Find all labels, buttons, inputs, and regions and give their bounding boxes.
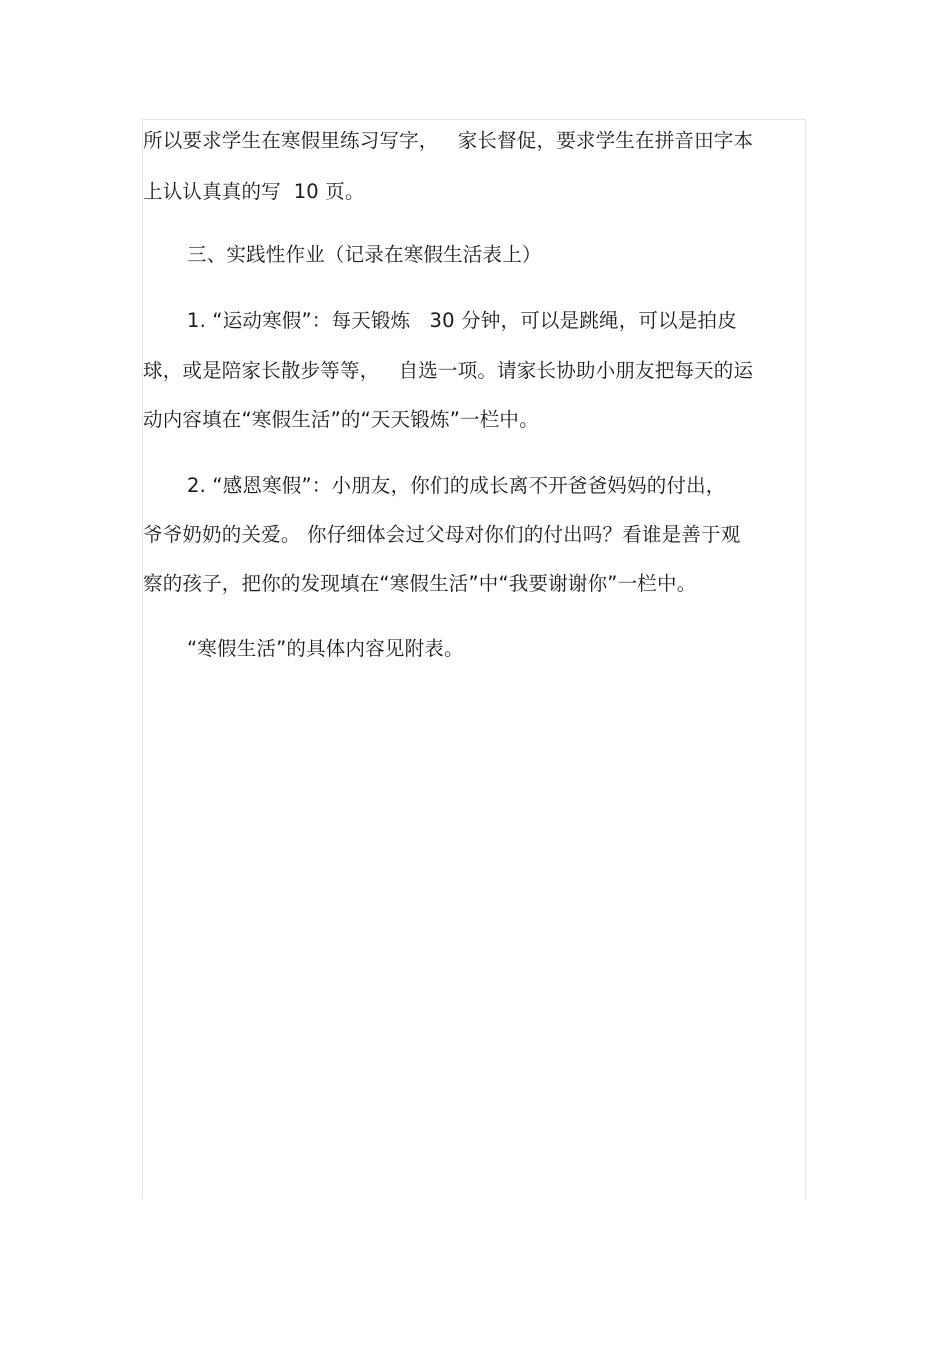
item-1-line-1: 1. “运动寒假”：每天锻炼 30 分钟，可以是跳绳，可以是拍皮 — [187, 309, 737, 332]
item-2-line-2: 爷爷奶奶的关爱。 你仔细体会过父母对你们的付出吗？看谁是善于观 — [143, 523, 741, 546]
paragraph-line-1: 所以要求学生在寒假里练习写字， 家长督促，要求学生在拼音田字本 — [143, 129, 754, 152]
section-heading: 三、实践性作业（记录在寒假生活表上） — [187, 243, 542, 266]
item-2-line-3: 察的孩子，把你的发现填在“寒假生活”中“我要谢谢你”一栏中。 — [143, 572, 697, 595]
appendix-note: “寒假生活”的具体内容见附表。 — [187, 637, 464, 660]
item-2-line-1: 2. “感恩寒假”：小朋友，你们的成长离不开爸爸妈妈的付出， — [187, 474, 726, 497]
item-1-line-3: 动内容填在“寒假生活”的“天天锻炼”一栏中。 — [143, 408, 539, 431]
paragraph-line-2: 上认认真真的写 10 页。 — [143, 180, 365, 203]
item-1-line-2: 球，或是陪家长散步等等， 自选一项。请家长协助小朋友把每天的运 — [143, 359, 754, 382]
